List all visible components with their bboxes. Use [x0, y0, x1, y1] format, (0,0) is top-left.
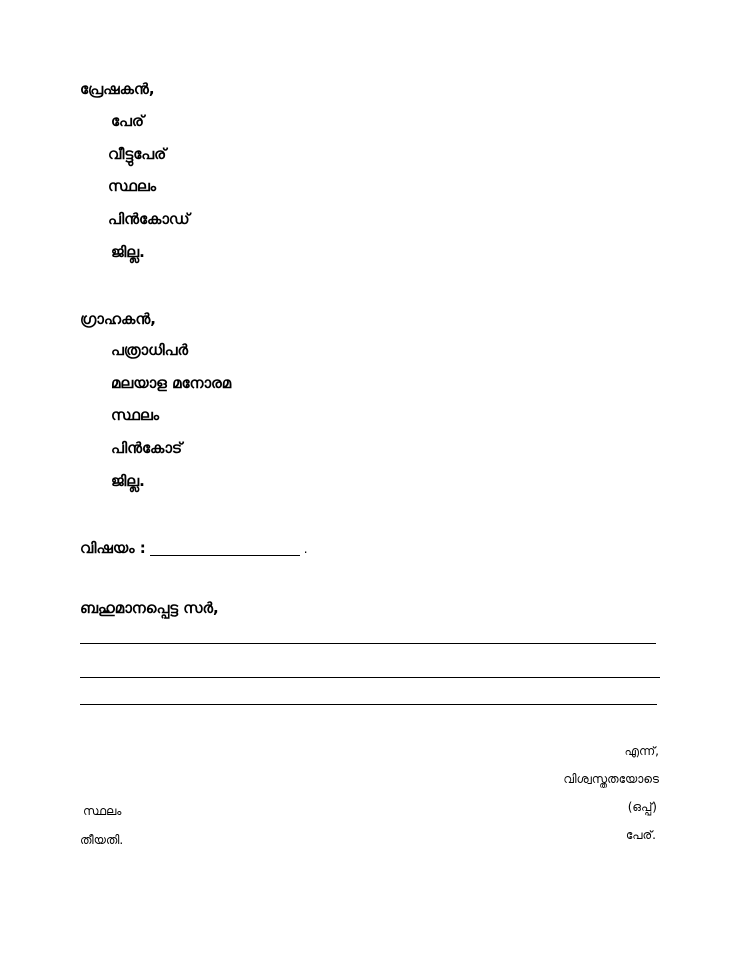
salutation: ബഹുമാനപ്പെട്ട സർ,: [80, 599, 219, 617]
subject-line: [80, 541, 308, 556]
recipient-place-line: സ്ഥലം: [111, 406, 160, 424]
sender-district-line: ജില്ല.: [111, 243, 145, 261]
body-line-1: [80, 643, 656, 644]
recipient-paper-line: മലയാള മനോരമ: [111, 374, 232, 392]
recipient-editor-line: പത്രാധിപർ: [111, 341, 188, 359]
closing-signature: (ഒപ്പ്): [627, 800, 657, 814]
sender-place-line: സ്ഥലം: [108, 177, 157, 195]
footer-place: സ്ഥലം: [83, 804, 122, 818]
sender-name-line: പേര്: [111, 112, 144, 130]
subject-end: .: [303, 542, 308, 556]
recipient-heading: ഗ്രാഹകൻ,: [80, 310, 156, 328]
subject-blank: [150, 555, 300, 556]
footer-date: തീയതി.: [80, 833, 124, 847]
sender-house-line: വീട്ടുപേര്: [108, 145, 167, 163]
recipient-pincode-line: പിൻകോട്: [111, 439, 183, 457]
body-line-3: [80, 704, 657, 705]
sender-heading: പ്രേഷകൻ,: [80, 80, 155, 98]
sender-pincode-line: പിൻകോഡ്: [108, 210, 190, 228]
closing-faithfully: വിശ്വസ്തതയോടെ: [563, 772, 659, 786]
body-line-2: [80, 677, 660, 678]
subject-label: വിഷയം :: [80, 539, 146, 557]
recipient-district-line: ജില്ല.: [111, 472, 145, 490]
closing-yours: എന്ന്,: [624, 744, 659, 758]
closing-name: പേര്.: [625, 828, 656, 842]
